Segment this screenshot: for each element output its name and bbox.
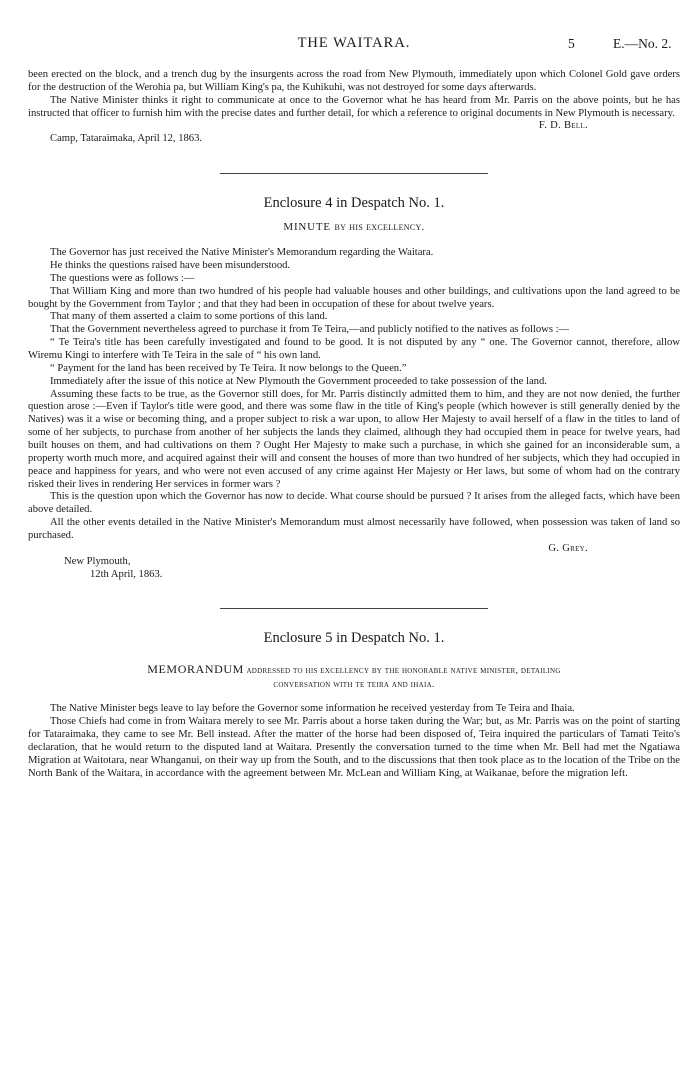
minute-paragraph: This is the question upon which the Governor has now to decide. What course should be pursued ? It arises from the alleged facts, which have been above detailed.	[28, 491, 680, 516]
minute-paragraph: That the Government nevertheless agreed to purchase it from Te Teira,—and publicly notified to the natives as follows :—	[50, 324, 570, 336]
enclosure-4-heading: Enclosure 4 in Despatch No. 1.	[263, 195, 445, 212]
minute-place: New Plymouth,	[64, 555, 131, 567]
memorandum-body	[28, 703, 680, 780]
place-date: Camp, Tataraimaka, April 12, 1863.	[50, 133, 203, 145]
minute-paragraph: That many of them asserted a claim to some portions of this land.	[50, 311, 328, 323]
quoted-notice: “ Te Teira's title has been carefully investigated and found to be good. It is not disputed by any “ one. The Governor cannot, therefore, allow Wiremu Kingi to interfere with Te Teira in the sale of “ his own land.	[28, 337, 680, 361]
opening-section	[28, 69, 680, 146]
section-divider	[220, 608, 488, 609]
document-page	[28, 0, 680, 780]
minute-title	[28, 221, 680, 234]
memorandum-title-main: MEMORANDUM	[147, 662, 244, 677]
quoted-notice: “ Payment for the land has been received by Te Teira. It now belongs to the Queen.”	[50, 362, 407, 374]
memorandum-paragraph: Those Chiefs had come in from Waitara merely to see Mr. Parris about a horse taken during the War; but, as Mr. Parris was on the point of starting for Tataraimaka, they came to see Mr. Bell instead. After the matter of the horse had been disposed of, Teira inquired the particulars of Tamati Teito's declaration, that he would return to the disputed land at Waitara. Presently the conversation turned to the time when Mr. Bell had met the Ngatiawa Migration at Waitotara, near Whanganui, on their way up from the South, and to the discussions that then took place as to the location of the Tribe on the North Bank of the Waitara, in accordance with the agreement between Mr. McLean and William King, at Waikanae, before the migration left.	[28, 716, 680, 779]
minute-body	[28, 247, 680, 543]
page-number: 5	[568, 36, 575, 51]
signature-grey: G. Grey.	[548, 542, 588, 554]
enclosure-5-heading: Enclosure 5 in Despatch No. 1.	[263, 630, 445, 647]
minute-paragraph: The Governor has just received the Native Minister's Memorandum regarding the Waitara.	[50, 247, 434, 259]
opening-paragraph: been erected on the block, and a trench dug by the insurgents across the road from New Plymouth, immediately upon which Colonel Gold gave orders for the destruction of the Werohia pa, but William King's pa, the Kuhikuhi, was not destroyed for some days afterwards.	[28, 69, 680, 93]
minute-title-rest: by his excellency.	[334, 220, 425, 233]
page-header	[28, 0, 680, 52]
section-divider	[220, 173, 488, 174]
minute-paragraph: Assuming these facts to be true, as the Governor still does, for Mr. Parris distinctly admitted them to him, and they are not now denied, the further question arose :—Even if Taylor's title were good, and there was some flaw in the title of King's people (which however is still generally denied by the Natives) was it a wise or becoming thing, and a proper subject to risk a war upon, to allow Her Majesty to avail herself of a flaw in the titles to land of some of her subjects, to purchase from another of her subjects the lands they claimed, although they had occupied them in peace for twelve years, had built houses on them, and had cultivations on them ? Ought Her Majesty to make such a purchase, in which she gained for an inconsiderable sum, a property worth much more, and acquired against their will and consent the houses of more than two hundred of her subjects, which they had occupied in peace and happiness for years, and who were not even accused of any crime against Her Majesty or Her laws, but some of whom had on the contrary risked their lives in rendering Her services in former wars ?	[28, 388, 680, 490]
running-title: THE WAITARA.	[297, 35, 411, 51]
minute-paragraph: All the other events detailed in the Native Minister's Memorandum must almost necessarily have followed, when possession was taken of land so purchased.	[28, 517, 680, 542]
signature-bell: F. D. Bell.	[538, 120, 588, 132]
minute-paragraph: The questions were as follows :—	[50, 272, 195, 284]
minute-date: 12th April, 1863.	[90, 568, 163, 580]
parliamentary-reference: E.—No. 2.	[613, 36, 672, 51]
minute-title-main: MINUTE	[283, 220, 331, 233]
minute-paragraph: That William King and more than two hundred of his people had valuable houses and other buildings, and cultivations upon the land agreed to be bought by the Government from Taylor ; and that they had been in occupation of these for about twelve years.	[28, 285, 680, 310]
memorandum-title-line2: conversation with te teira and ihaia.	[273, 680, 435, 691]
opening-paragraph: The Native Minister thinks it right to communicate at once to the Governor what he has heard from Mr. Parris on the above points, but he has instructed that officer to furnish him with the precise dates and further detail, for which a reference to original documents in New Plymouth is necessary.	[28, 94, 680, 119]
minute-paragraph: He thinks the questions raised have been misunderstood.	[50, 259, 291, 271]
memorandum-paragraph: The Native Minister begs leave to lay before the Governor some information he received yesterday from Te Teira and Ihaia.	[50, 703, 575, 715]
minute-paragraph: Immediately after the issue of this notice at New Plymouth the Government proceeded to take possession of the land.	[50, 375, 547, 387]
enclosure-4	[28, 195, 680, 581]
memorandum-title	[28, 660, 680, 692]
memorandum-title-rest: addressed to his excellency by the honorable native minister, detailing	[246, 666, 561, 677]
enclosure-5	[28, 630, 680, 780]
